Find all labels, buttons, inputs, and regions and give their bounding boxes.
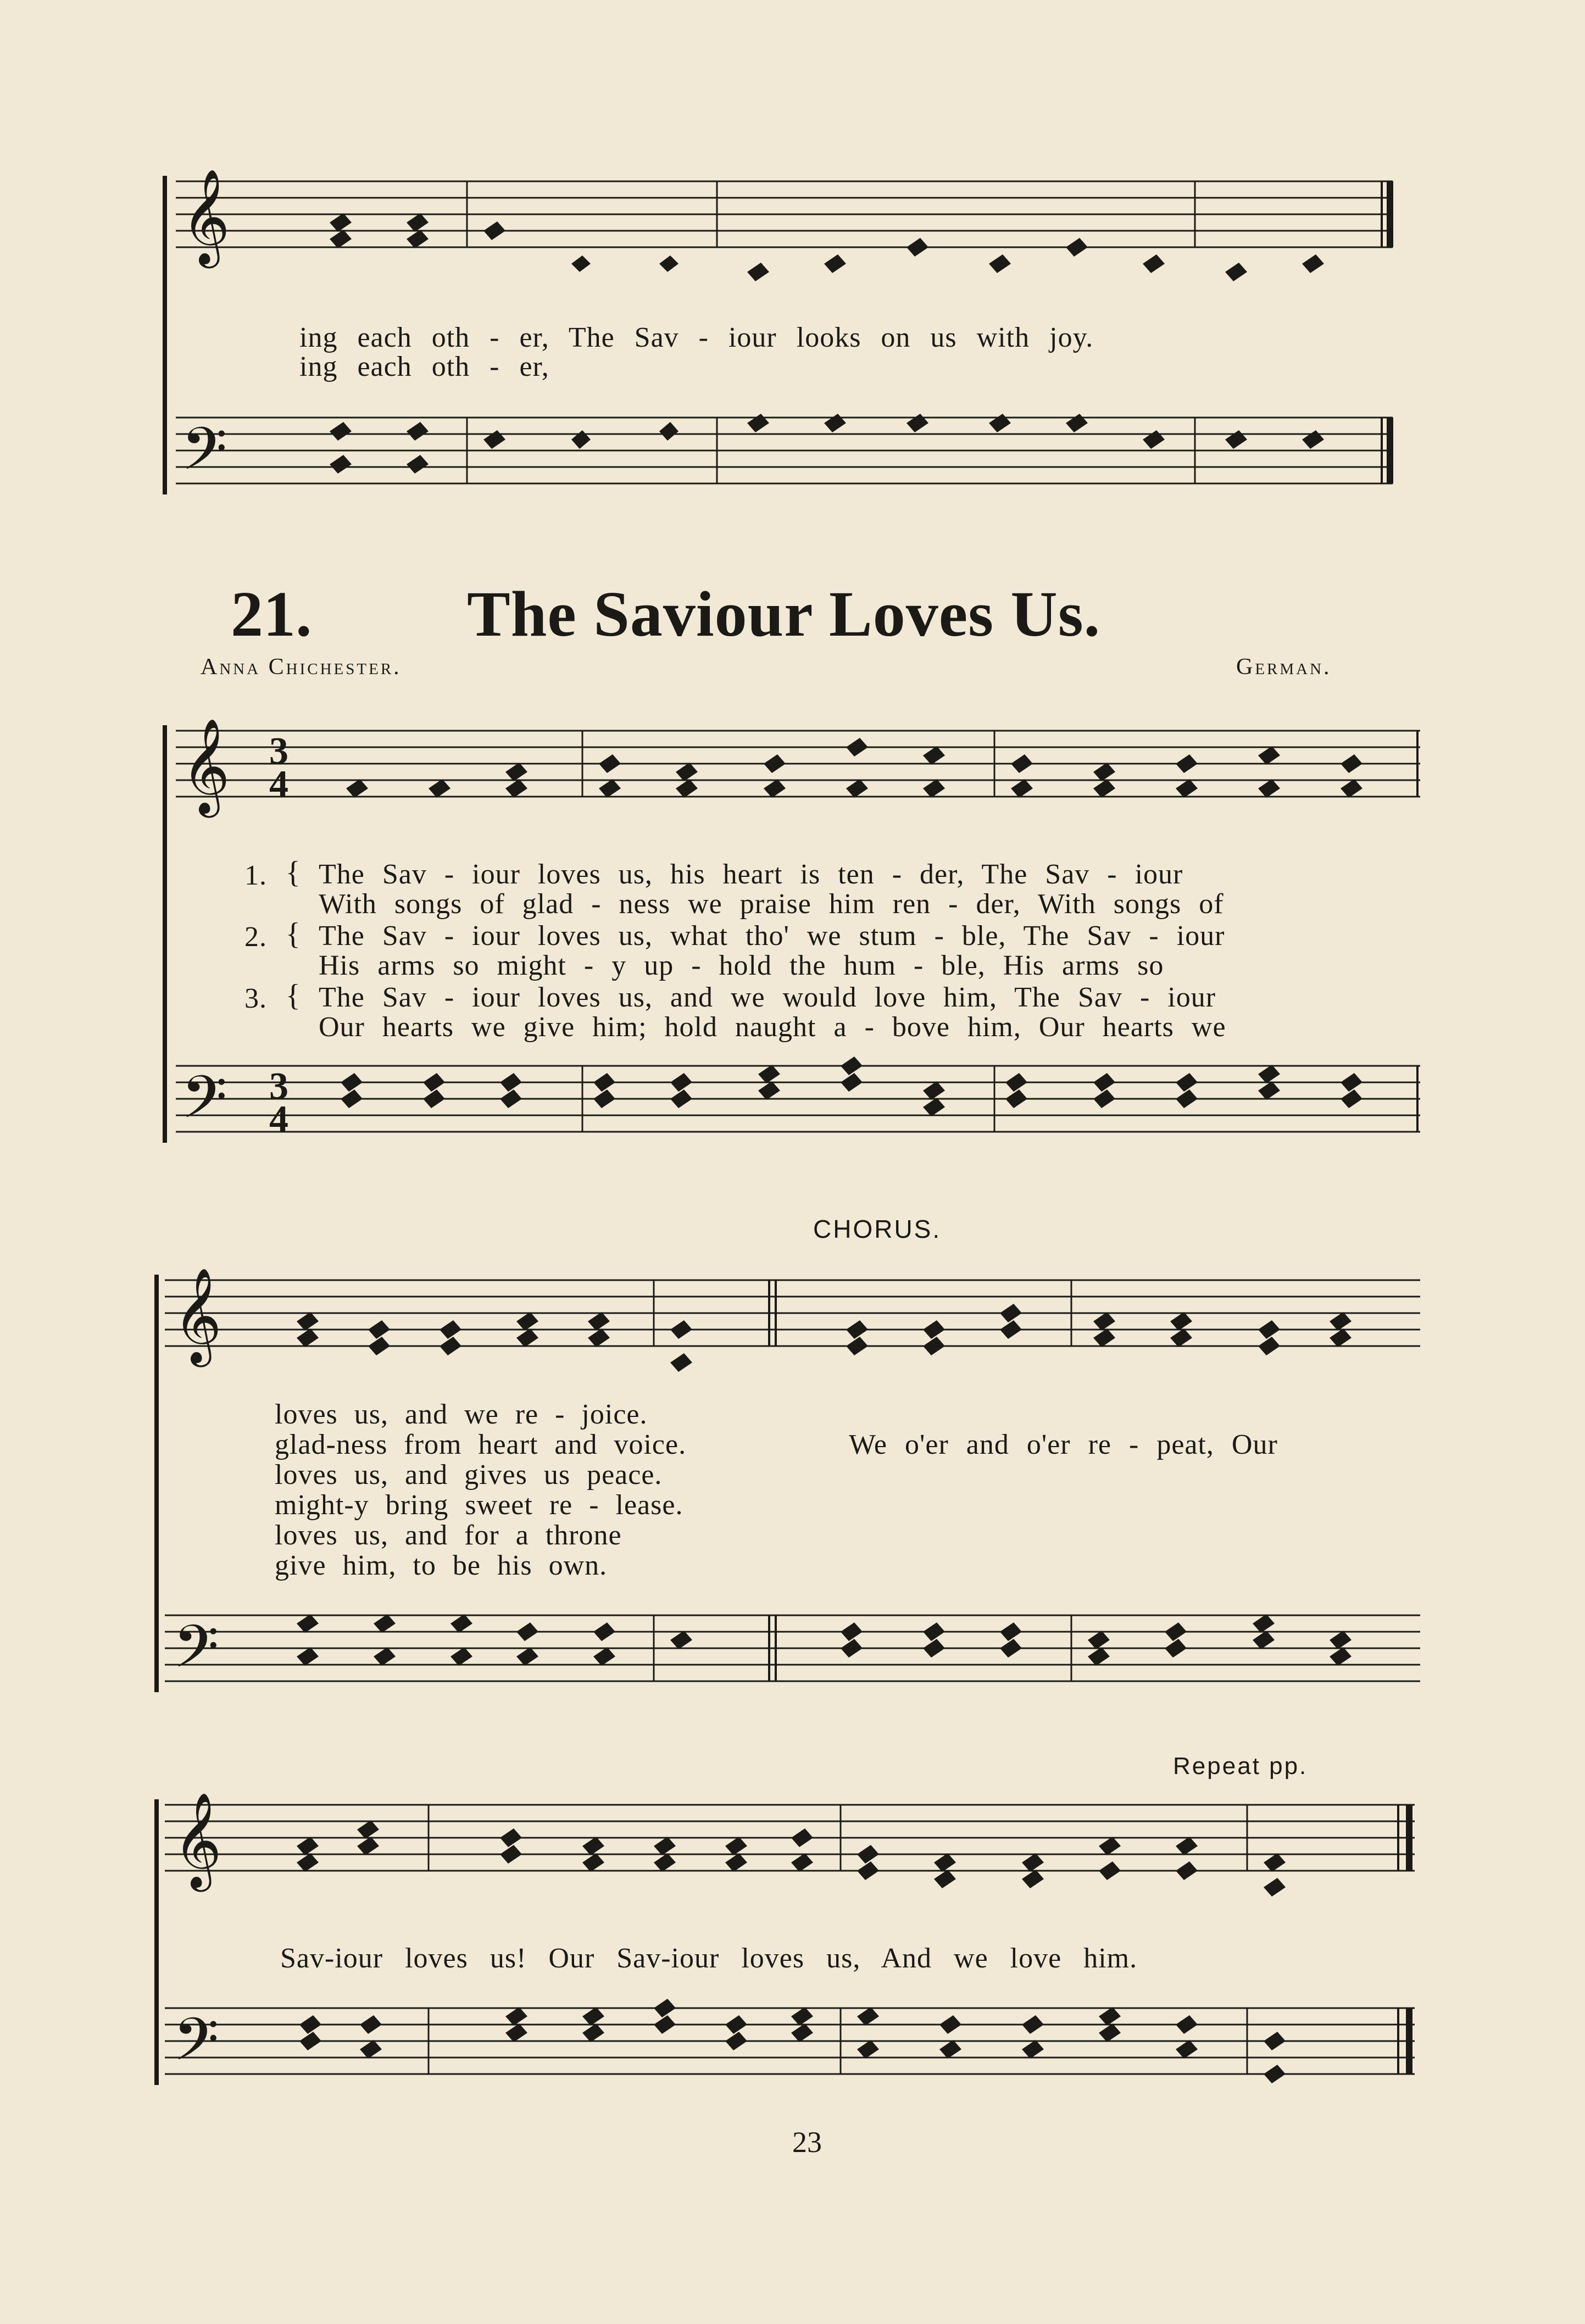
chorus-end-line-4: might-y bring sweet re - lease. (275, 1489, 683, 1521)
system-1 (0, 703, 1585, 1176)
system-top (0, 154, 1585, 571)
chorus-end-line-5: loves us, and for a throne (275, 1520, 622, 1551)
system-3 (0, 1788, 1585, 2118)
verse-2-line-1: The Sav - iour loves us, what tho' we stum - ble, The Sav - iour (319, 920, 1225, 952)
svg-text:3: 3 (269, 1065, 288, 1108)
verse-1-number: 1. (244, 860, 267, 891)
svg-text:𝄢: 𝄢 (181, 1063, 227, 1146)
system-2 (0, 1253, 1585, 1725)
chorus-end-line-2: glad-ness from heart and voice. (275, 1429, 687, 1460)
page-number: 23 (792, 2126, 822, 2159)
svg-text:𝄞: 𝄞 (181, 169, 230, 264)
top-lyrics-line-2: ing each oth - er, (299, 351, 549, 382)
hymn-number: 21. (231, 578, 312, 650)
verse-1-line-2: With songs of glad - ness we praise him ren - der, With songs of (319, 888, 1224, 920)
hymn-composer: German. (1236, 654, 1332, 680)
verse-3-number: 3. (244, 983, 267, 1014)
verse-1-line-1: The Sav - iour loves us, his heart is ten - der, The Sav - iour (319, 859, 1183, 890)
svg-text:𝄞: 𝄞 (173, 1267, 222, 1363)
hymn-author: Anna Chichester. (201, 654, 402, 680)
svg-text:𝄢: 𝄢 (173, 1612, 219, 1695)
staff-system-2 (0, 1253, 1585, 1725)
svg-text:𝄞: 𝄞 (181, 718, 230, 814)
svg-text:4: 4 (269, 763, 288, 805)
verse-2-line-2: His arms so might - y up - hold the hum - ble, His arms so (319, 950, 1164, 981)
staff-system-top (0, 154, 1585, 571)
svg-text:𝄞: 𝄞 (173, 1792, 222, 1888)
svg-text:𝄢: 𝄢 (181, 414, 227, 498)
refrain-start: We o'er and o'er re - peat, Our (849, 1429, 1278, 1460)
final-lyric-line: Sav-iour loves us! Our Sav-iour loves us, And we love him. (280, 1943, 1138, 1974)
chorus-end-line-6: give him, to be his own. (275, 1550, 608, 1581)
svg-text:𝄢: 𝄢 (173, 2005, 219, 2088)
verse-2-number: 2. (244, 921, 267, 953)
chorus-label: CHORUS. (813, 1215, 942, 1243)
verse-3-line-2: Our hearts we give him; hold naught a - bove him, Our hearts we (319, 1011, 1226, 1043)
hymn-title: The Saviour Loves Us. (467, 578, 1101, 650)
verse-3-line-1: The Sav - iour loves us, and we would love him, The Sav - iour (319, 982, 1216, 1013)
verse-2-brace: { (286, 917, 301, 951)
chorus-end-line-1: loves us, and we re - joice. (275, 1399, 648, 1430)
verse-1-brace: { (286, 855, 301, 889)
svg-text:3: 3 (269, 730, 288, 772)
svg-text:4: 4 (269, 1098, 288, 1141)
verse-3-brace: { (286, 978, 301, 1013)
top-lyrics-line-1: ing each oth - er, The Sav - iour looks on us with joy. (299, 322, 1094, 353)
chorus-end-line-3: loves us, and gives us peace. (275, 1459, 663, 1491)
repeat-marking: Repeat pp. (1173, 1753, 1308, 1780)
